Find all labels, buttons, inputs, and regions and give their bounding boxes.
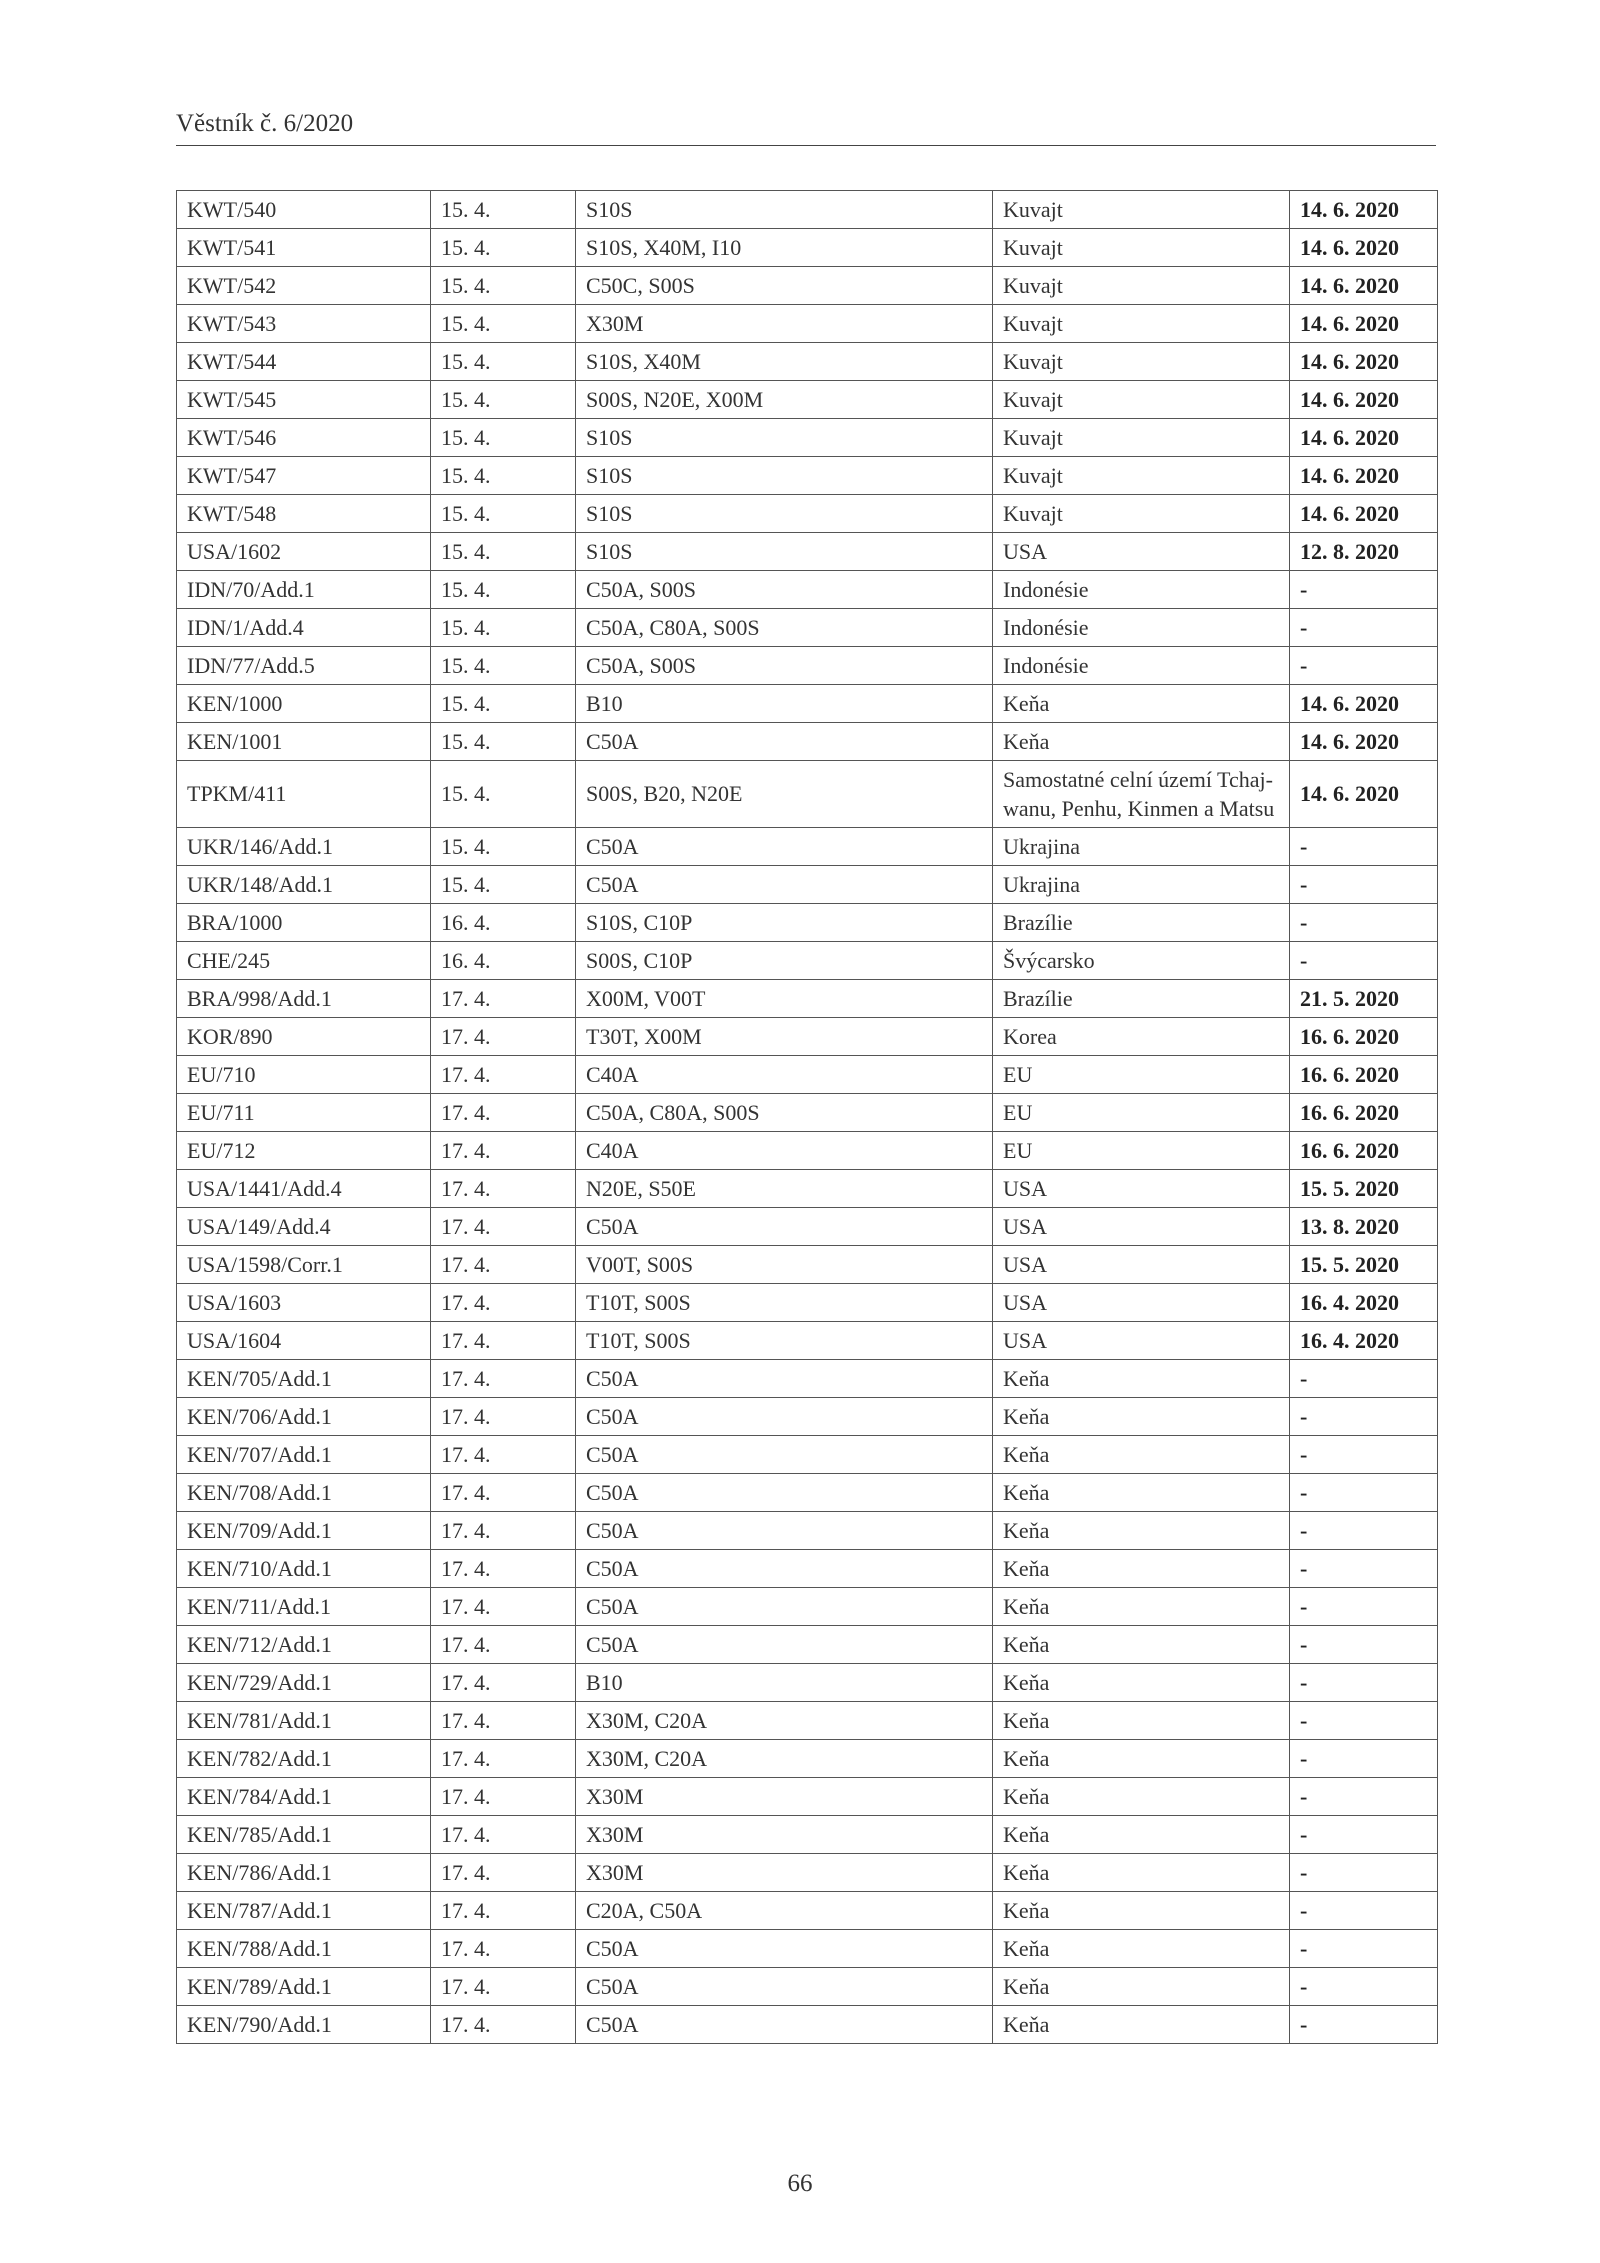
date-cell: 15. 4. (431, 761, 576, 828)
document-code-cell: EU/712 (177, 1132, 431, 1170)
document-code-cell: USA/1603 (177, 1284, 431, 1322)
date-cell: 17. 4. (431, 980, 576, 1018)
table-row (177, 1094, 1438, 1132)
document-code-cell: KEN/784/Add.1 (177, 1778, 431, 1816)
deadline-cell: 16. 4. 2020 (1290, 1322, 1438, 1360)
date-cell: 15. 4. (431, 343, 576, 381)
deadline-cell: - (1290, 942, 1438, 980)
classification-cell: X00M, V00T (576, 980, 993, 1018)
table-row (177, 191, 1438, 229)
country-cell: Keňa (993, 1512, 1290, 1550)
table-row (177, 761, 1438, 828)
table-row (177, 571, 1438, 609)
document-code-cell: UKR/148/Add.1 (177, 866, 431, 904)
deadline-cell: - (1290, 571, 1438, 609)
deadline-cell: - (1290, 1892, 1438, 1930)
country-cell: Keňa (993, 1474, 1290, 1512)
document-code-cell: KEN/711/Add.1 (177, 1588, 431, 1626)
country-cell: Keňa (993, 1588, 1290, 1626)
country-cell: Kuvajt (993, 267, 1290, 305)
date-cell: 15. 4. (431, 571, 576, 609)
deadline-cell: - (1290, 904, 1438, 942)
date-cell: 17. 4. (431, 1854, 576, 1892)
document-code-cell: KEN/786/Add.1 (177, 1854, 431, 1892)
table-row (177, 1398, 1438, 1436)
classification-cell: C50A (576, 1588, 993, 1626)
table-row (177, 1816, 1438, 1854)
deadline-cell: - (1290, 1398, 1438, 1436)
deadline-cell: 16. 6. 2020 (1290, 1056, 1438, 1094)
date-cell: 17. 4. (431, 1094, 576, 1132)
deadline-cell: 13. 8. 2020 (1290, 1208, 1438, 1246)
classification-cell: S10S (576, 419, 993, 457)
date-cell: 17. 4. (431, 1778, 576, 1816)
classification-cell: C50A (576, 1968, 993, 2006)
country-cell: Kuvajt (993, 343, 1290, 381)
classification-cell: C50A, S00S (576, 647, 993, 685)
date-cell: 17. 4. (431, 1474, 576, 1512)
document-code-cell: KEN/712/Add.1 (177, 1626, 431, 1664)
date-cell: 15. 4. (431, 533, 576, 571)
table-row (177, 904, 1438, 942)
classification-cell: C50A, C80A, S00S (576, 1094, 993, 1132)
table-row (177, 1664, 1438, 1702)
country-cell: Švýcarsko (993, 942, 1290, 980)
deadline-cell: - (1290, 1474, 1438, 1512)
date-cell: 17. 4. (431, 1740, 576, 1778)
document-code-cell: KEN/790/Add.1 (177, 2006, 431, 2044)
document-code-cell: KEN/729/Add.1 (177, 1664, 431, 1702)
country-cell: Keňa (993, 1854, 1290, 1892)
table-row (177, 229, 1438, 267)
document-code-cell: BRA/998/Add.1 (177, 980, 431, 1018)
classification-cell: S10S, C10P (576, 904, 993, 942)
document-code-cell: BRA/1000 (177, 904, 431, 942)
classification-cell: C50A (576, 1930, 993, 1968)
document-code-cell: IDN/1/Add.4 (177, 609, 431, 647)
date-cell: 16. 4. (431, 904, 576, 942)
table-row (177, 1474, 1438, 1512)
country-cell: Indonésie (993, 647, 1290, 685)
deadline-cell: 14. 6. 2020 (1290, 191, 1438, 229)
deadline-cell: - (1290, 1778, 1438, 1816)
date-cell: 15. 4. (431, 647, 576, 685)
classification-cell: S00S, C10P (576, 942, 993, 980)
document-code-cell: KEN/1001 (177, 723, 431, 761)
deadline-cell: 14. 6. 2020 (1290, 419, 1438, 457)
deadline-cell: 14. 6. 2020 (1290, 457, 1438, 495)
table-row (177, 1132, 1438, 1170)
document-code-cell: KWT/541 (177, 229, 431, 267)
table-row (177, 1702, 1438, 1740)
date-cell: 17. 4. (431, 1968, 576, 2006)
table-row (177, 533, 1438, 571)
classification-cell: T10T, S00S (576, 1284, 993, 1322)
date-cell: 17. 4. (431, 1816, 576, 1854)
deadline-cell: 12. 8. 2020 (1290, 533, 1438, 571)
classification-cell: C50A (576, 1208, 993, 1246)
document-code-cell: EU/710 (177, 1056, 431, 1094)
table-row (177, 2006, 1438, 2044)
deadline-cell: - (1290, 1436, 1438, 1474)
classification-cell: C50A (576, 828, 993, 866)
date-cell: 15. 4. (431, 495, 576, 533)
country-cell: Samostatné celní území Tchaj-wanu, Penhu, Kinmen a Matsu (993, 761, 1290, 828)
table-row (177, 1854, 1438, 1892)
deadline-cell: - (1290, 1664, 1438, 1702)
date-cell: 15. 4. (431, 866, 576, 904)
deadline-cell: - (1290, 1588, 1438, 1626)
country-cell: Keňa (993, 1664, 1290, 1702)
classification-cell: X30M, C20A (576, 1702, 993, 1740)
country-cell: Kuvajt (993, 305, 1290, 343)
deadline-cell: - (1290, 647, 1438, 685)
document-code-cell: USA/1604 (177, 1322, 431, 1360)
country-cell: Kuvajt (993, 229, 1290, 267)
classification-cell: C50A (576, 1550, 993, 1588)
page-number: 66 (787, 2170, 813, 2197)
country-cell: Keňa (993, 1550, 1290, 1588)
document-code-cell: KWT/546 (177, 419, 431, 457)
document-code-cell: KEN/706/Add.1 (177, 1398, 431, 1436)
header-divider (176, 145, 1436, 146)
date-cell: 15. 4. (431, 229, 576, 267)
date-cell: 17. 4. (431, 2006, 576, 2044)
country-cell: Keňa (993, 1360, 1290, 1398)
table-row (177, 1322, 1438, 1360)
deadline-cell: 16. 6. 2020 (1290, 1094, 1438, 1132)
classification-cell: C40A (576, 1056, 993, 1094)
table-row (177, 419, 1438, 457)
country-cell: EU (993, 1056, 1290, 1094)
classification-cell: C50A (576, 1398, 993, 1436)
classification-cell: N20E, S50E (576, 1170, 993, 1208)
table-row (177, 723, 1438, 761)
table-row (177, 1208, 1438, 1246)
document-code-cell: KWT/544 (177, 343, 431, 381)
table-row (177, 305, 1438, 343)
table-row (177, 1018, 1438, 1056)
classification-cell: C50A (576, 1474, 993, 1512)
country-cell: Keňa (993, 1892, 1290, 1930)
classification-cell: C50A (576, 2006, 993, 2044)
country-cell: Korea (993, 1018, 1290, 1056)
document-code-cell: KEN/782/Add.1 (177, 1740, 431, 1778)
document-code-cell: TPKM/411 (177, 761, 431, 828)
date-cell: 15. 4. (431, 609, 576, 647)
page-header-title: Věstník č. 6/2020 (176, 110, 354, 137)
country-cell: Kuvajt (993, 191, 1290, 229)
classification-cell: C50A (576, 1436, 993, 1474)
document-code-cell: KWT/540 (177, 191, 431, 229)
classification-cell: X30M (576, 1778, 993, 1816)
date-cell: 17. 4. (431, 1930, 576, 1968)
country-cell: Brazílie (993, 904, 1290, 942)
country-cell: EU (993, 1132, 1290, 1170)
classification-cell: B10 (576, 685, 993, 723)
classification-cell: T30T, X00M (576, 1018, 993, 1056)
classification-cell: X30M (576, 305, 993, 343)
country-cell: USA (993, 533, 1290, 571)
document-code-cell: KEN/707/Add.1 (177, 1436, 431, 1474)
classification-cell: V00T, S00S (576, 1246, 993, 1284)
table-row (177, 381, 1438, 419)
table-row (177, 1550, 1438, 1588)
country-cell: Brazílie (993, 980, 1290, 1018)
date-cell: 17. 4. (431, 1284, 576, 1322)
country-cell: Keňa (993, 1702, 1290, 1740)
deadline-cell: 14. 6. 2020 (1290, 761, 1438, 828)
table-body (177, 191, 1438, 2044)
classification-cell: C50A (576, 1626, 993, 1664)
classification-cell: S10S, X40M, I10 (576, 229, 993, 267)
document-code-cell: KEN/789/Add.1 (177, 1968, 431, 2006)
country-cell: USA (993, 1246, 1290, 1284)
document-code-cell: KEN/1000 (177, 685, 431, 723)
deadline-cell: 15. 5. 2020 (1290, 1246, 1438, 1284)
table-row (177, 1284, 1438, 1322)
table-row (177, 1170, 1438, 1208)
date-cell: 17. 4. (431, 1892, 576, 1930)
deadline-cell: 14. 6. 2020 (1290, 685, 1438, 723)
classification-cell: C50A, S00S (576, 571, 993, 609)
deadline-cell: 16. 4. 2020 (1290, 1284, 1438, 1322)
classification-cell: C50A (576, 1512, 993, 1550)
date-cell: 17. 4. (431, 1360, 576, 1398)
classification-cell: S00S, B20, N20E (576, 761, 993, 828)
document-code-cell: EU/711 (177, 1094, 431, 1132)
document-code-cell: IDN/70/Add.1 (177, 571, 431, 609)
country-cell: Keňa (993, 1740, 1290, 1778)
country-cell: Keňa (993, 1930, 1290, 1968)
document-code-cell: KOR/890 (177, 1018, 431, 1056)
classification-cell: C50C, S00S (576, 267, 993, 305)
date-cell: 15. 4. (431, 191, 576, 229)
table-row (177, 1246, 1438, 1284)
country-cell: Keňa (993, 1778, 1290, 1816)
classification-cell: C20A, C50A (576, 1892, 993, 1930)
table-row (177, 866, 1438, 904)
country-cell: Ukrajina (993, 828, 1290, 866)
table-row (177, 1588, 1438, 1626)
table-row (177, 1626, 1438, 1664)
table-row (177, 942, 1438, 980)
document-code-cell: USA/1441/Add.4 (177, 1170, 431, 1208)
table-row (177, 1436, 1438, 1474)
date-cell: 17. 4. (431, 1170, 576, 1208)
date-cell: 17. 4. (431, 1132, 576, 1170)
table-row (177, 343, 1438, 381)
date-cell: 17. 4. (431, 1664, 576, 1702)
document-code-cell: IDN/77/Add.5 (177, 647, 431, 685)
document-code-cell: KEN/708/Add.1 (177, 1474, 431, 1512)
deadline-cell: - (1290, 1968, 1438, 2006)
date-cell: 17. 4. (431, 1588, 576, 1626)
deadline-cell: 15. 5. 2020 (1290, 1170, 1438, 1208)
classification-cell: C50A (576, 723, 993, 761)
deadline-cell: 16. 6. 2020 (1290, 1132, 1438, 1170)
date-cell: 15. 4. (431, 723, 576, 761)
deadline-cell: - (1290, 1740, 1438, 1778)
classification-cell: T10T, S00S (576, 1322, 993, 1360)
document-code-cell: CHE/245 (177, 942, 431, 980)
deadline-cell: - (1290, 1702, 1438, 1740)
deadline-cell: - (1290, 1854, 1438, 1892)
date-cell: 17. 4. (431, 1702, 576, 1740)
table-row (177, 609, 1438, 647)
classification-cell: S10S (576, 191, 993, 229)
classification-cell: S10S (576, 533, 993, 571)
country-cell: Keňa (993, 1398, 1290, 1436)
table-row (177, 495, 1438, 533)
table-row (177, 685, 1438, 723)
date-cell: 17. 4. (431, 1322, 576, 1360)
country-cell: EU (993, 1094, 1290, 1132)
country-cell: USA (993, 1322, 1290, 1360)
date-cell: 17. 4. (431, 1018, 576, 1056)
deadline-cell: - (1290, 1512, 1438, 1550)
table-row (177, 1930, 1438, 1968)
deadline-cell: - (1290, 1550, 1438, 1588)
date-cell: 17. 4. (431, 1056, 576, 1094)
date-cell: 17. 4. (431, 1512, 576, 1550)
classification-cell: C50A, C80A, S00S (576, 609, 993, 647)
date-cell: 15. 4. (431, 267, 576, 305)
classification-cell: C50A (576, 866, 993, 904)
notifications-table (176, 190, 1438, 2044)
country-cell: Keňa (993, 685, 1290, 723)
deadline-cell: 14. 6. 2020 (1290, 723, 1438, 761)
country-cell: USA (993, 1284, 1290, 1322)
deadline-cell: 14. 6. 2020 (1290, 495, 1438, 533)
document-code-cell: USA/1598/Corr.1 (177, 1246, 431, 1284)
country-cell: USA (993, 1170, 1290, 1208)
document-code-cell: KWT/548 (177, 495, 431, 533)
table-row (177, 1360, 1438, 1398)
date-cell: 17. 4. (431, 1436, 576, 1474)
country-cell: Keňa (993, 1626, 1290, 1664)
document-code-cell: KWT/543 (177, 305, 431, 343)
document-code-cell: KWT/547 (177, 457, 431, 495)
deadline-cell: - (1290, 2006, 1438, 2044)
country-cell: Keňa (993, 1816, 1290, 1854)
classification-cell: X30M (576, 1816, 993, 1854)
deadline-cell: - (1290, 1626, 1438, 1664)
deadline-cell: - (1290, 1930, 1438, 1968)
document-code-cell: UKR/146/Add.1 (177, 828, 431, 866)
deadline-cell: - (1290, 866, 1438, 904)
deadline-cell: 14. 6. 2020 (1290, 343, 1438, 381)
table-row (177, 647, 1438, 685)
document-code-cell: KEN/705/Add.1 (177, 1360, 431, 1398)
deadline-cell: 16. 6. 2020 (1290, 1018, 1438, 1056)
classification-cell: S10S (576, 495, 993, 533)
date-cell: 15. 4. (431, 305, 576, 343)
date-cell: 15. 4. (431, 457, 576, 495)
date-cell: 17. 4. (431, 1626, 576, 1664)
document-code-cell: KWT/542 (177, 267, 431, 305)
date-cell: 17. 4. (431, 1398, 576, 1436)
table-row (177, 1778, 1438, 1816)
table-row (177, 457, 1438, 495)
date-cell: 15. 4. (431, 381, 576, 419)
deadline-cell: 14. 6. 2020 (1290, 267, 1438, 305)
country-cell: Keňa (993, 2006, 1290, 2044)
date-cell: 16. 4. (431, 942, 576, 980)
country-cell: Keňa (993, 1968, 1290, 2006)
table-row (177, 1740, 1438, 1778)
country-cell: Keňa (993, 1436, 1290, 1474)
classification-cell: B10 (576, 1664, 993, 1702)
classification-cell: S10S (576, 457, 993, 495)
document-code-cell: KEN/787/Add.1 (177, 1892, 431, 1930)
deadline-cell: - (1290, 1360, 1438, 1398)
date-cell: 15. 4. (431, 419, 576, 457)
table-row (177, 1892, 1438, 1930)
country-cell: Kuvajt (993, 381, 1290, 419)
deadline-cell: - (1290, 828, 1438, 866)
table-row (177, 980, 1438, 1018)
table-row (177, 1512, 1438, 1550)
deadline-cell: - (1290, 1816, 1438, 1854)
classification-cell: S00S, N20E, X00M (576, 381, 993, 419)
document-code-cell: KEN/710/Add.1 (177, 1550, 431, 1588)
country-cell: Keňa (993, 723, 1290, 761)
date-cell: 17. 4. (431, 1246, 576, 1284)
date-cell: 15. 4. (431, 828, 576, 866)
document-code-cell: USA/149/Add.4 (177, 1208, 431, 1246)
country-cell: Kuvajt (993, 419, 1290, 457)
country-cell: Indonésie (993, 571, 1290, 609)
document-code-cell: KEN/785/Add.1 (177, 1816, 431, 1854)
classification-cell: C40A (576, 1132, 993, 1170)
date-cell: 17. 4. (431, 1208, 576, 1246)
table-row (177, 1968, 1438, 2006)
classification-cell: S10S, X40M (576, 343, 993, 381)
deadline-cell: 14. 6. 2020 (1290, 229, 1438, 267)
document-code-cell: KWT/545 (177, 381, 431, 419)
date-cell: 17. 4. (431, 1550, 576, 1588)
table-row (177, 1056, 1438, 1094)
deadline-cell: - (1290, 609, 1438, 647)
country-cell: Kuvajt (993, 495, 1290, 533)
country-cell: Kuvajt (993, 457, 1290, 495)
classification-cell: X30M, C20A (576, 1740, 993, 1778)
table-row (177, 267, 1438, 305)
document-code-cell: USA/1602 (177, 533, 431, 571)
deadline-cell: 14. 6. 2020 (1290, 381, 1438, 419)
deadline-cell: 21. 5. 2020 (1290, 980, 1438, 1018)
classification-cell: C50A (576, 1360, 993, 1398)
country-cell: Ukrajina (993, 866, 1290, 904)
table-row (177, 828, 1438, 866)
document-code-cell: KEN/709/Add.1 (177, 1512, 431, 1550)
deadline-cell: 14. 6. 2020 (1290, 305, 1438, 343)
country-cell: Indonésie (993, 609, 1290, 647)
document-code-cell: KEN/788/Add.1 (177, 1930, 431, 1968)
country-cell: USA (993, 1208, 1290, 1246)
date-cell: 15. 4. (431, 685, 576, 723)
document-code-cell: KEN/781/Add.1 (177, 1702, 431, 1740)
classification-cell: X30M (576, 1854, 993, 1892)
